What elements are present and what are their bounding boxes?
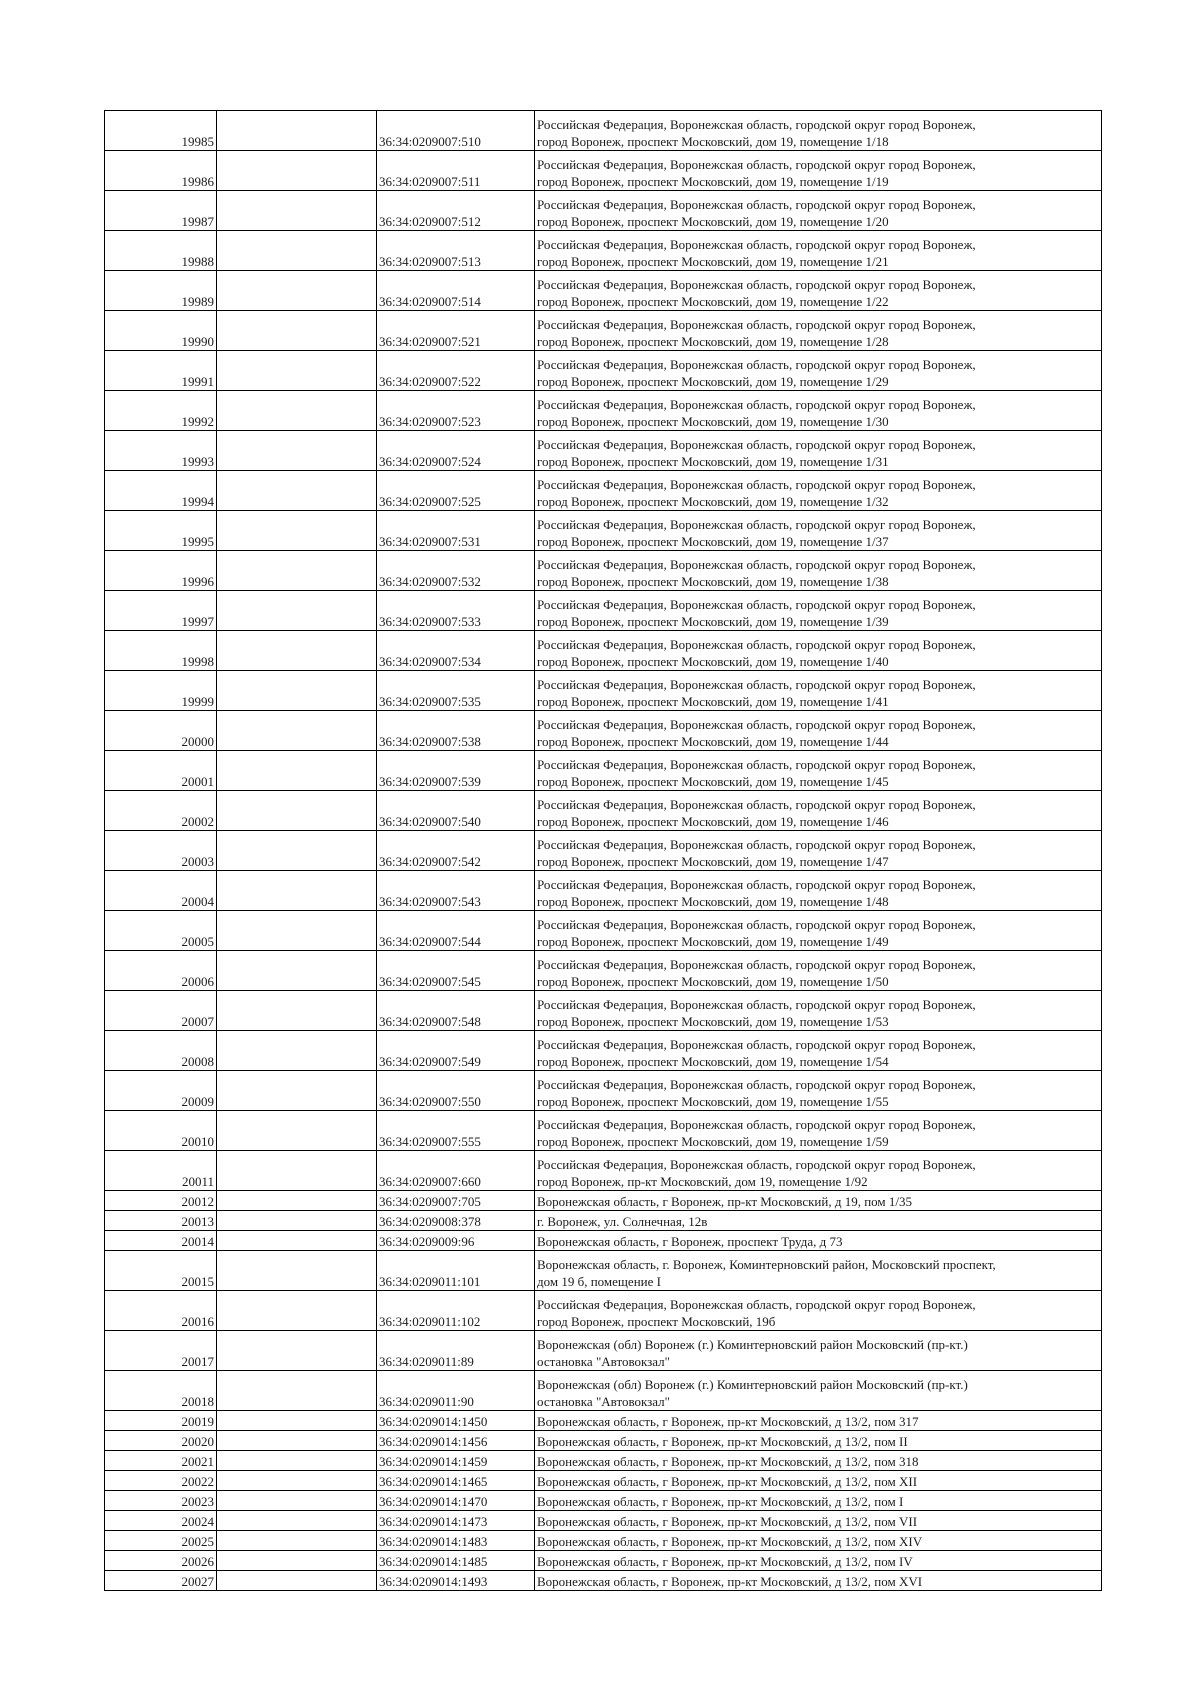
cadastral-number: 36:34:0209007:512 — [377, 191, 535, 231]
cadastral-number: 36:34:0209011:89 — [377, 1331, 535, 1371]
table-row — [105, 471, 1102, 511]
address-line: Российская Федерация, Воронежская область, городской округ город Воронеж, — [537, 1037, 976, 1052]
address-line: Российская Федерация, Воронежская область, городской округ город Воронеж, — [537, 517, 976, 532]
cadastral-number: 36:34:0209007:539 — [377, 751, 535, 791]
table-row — [105, 1411, 1102, 1431]
cadastral-number: 36:34:0209007:549 — [377, 1031, 535, 1071]
empty-cell — [217, 271, 377, 311]
address-cell — [535, 111, 1102, 151]
address-line: Российская Федерация, Воронежская область, городской округ город Воронеж, — [537, 717, 976, 732]
address-line: город Воронеж, проспект Московский, дом 19, помещение 1/38 — [537, 574, 889, 589]
empty-cell — [217, 591, 377, 631]
row-number: 19986 — [105, 151, 217, 191]
address-line: город Воронеж, проспект Московский, дом 19, помещение 1/55 — [537, 1094, 889, 1109]
cadastral-number: 36:34:0209007:511 — [377, 151, 535, 191]
cadastral-number: 36:34:0209011:101 — [377, 1251, 535, 1291]
row-number: 19994 — [105, 471, 217, 511]
address-line: Российская Федерация, Воронежская область, городской округ город Воронеж, — [537, 1077, 976, 1092]
row-number: 20009 — [105, 1071, 217, 1111]
row-number: 20008 — [105, 1031, 217, 1071]
address-line: Российская Федерация, Воронежская область, городской округ город Воронеж, — [537, 837, 976, 852]
table-row — [105, 1511, 1102, 1531]
address-line: город Воронеж, проспект Московский, дом 19, помещение 1/47 — [537, 854, 889, 869]
cadastral-number: 36:34:0209007:538 — [377, 711, 535, 751]
registry-table-body — [105, 111, 1102, 1591]
empty-cell — [217, 711, 377, 751]
row-number: 20005 — [105, 911, 217, 951]
address-line: Российская Федерация, Воронежская область, городской округ город Воронеж, — [537, 117, 976, 132]
table-row — [105, 191, 1102, 231]
row-number: 20025 — [105, 1531, 217, 1551]
address-cell — [535, 151, 1102, 191]
cadastral-number: 36:34:0209014:1473 — [377, 1511, 535, 1531]
address-line: Российская Федерация, Воронежская область, городской округ город Воронеж, — [537, 597, 976, 612]
address-cell — [535, 1111, 1102, 1151]
table-row — [105, 391, 1102, 431]
empty-cell — [217, 311, 377, 351]
address-cell — [535, 471, 1102, 511]
empty-cell — [217, 551, 377, 591]
address-cell — [535, 711, 1102, 751]
empty-cell — [217, 951, 377, 991]
address-line: Российская Федерация, Воронежская область, городской округ город Воронеж, — [537, 1157, 976, 1172]
table-row — [105, 1251, 1102, 1291]
cadastral-number: 36:34:0209014:1483 — [377, 1531, 535, 1551]
cadastral-number: 36:34:0209007:522 — [377, 351, 535, 391]
empty-cell — [217, 1191, 377, 1211]
cadastral-number: 36:34:0209011:90 — [377, 1371, 535, 1411]
address-line: город Воронеж, проспект Московский, дом 19, помещение 1/18 — [537, 134, 889, 149]
row-number: 19997 — [105, 591, 217, 631]
address-line: Российская Федерация, Воронежская область, городской округ город Воронеж, — [537, 397, 976, 412]
cadastral-number: 36:34:0209007:525 — [377, 471, 535, 511]
row-number: 20016 — [105, 1291, 217, 1331]
row-number: 20007 — [105, 991, 217, 1031]
cadastral-number: 36:34:0209007:705 — [377, 1191, 535, 1211]
row-number: 19998 — [105, 631, 217, 671]
cadastral-number: 36:34:0209007:534 — [377, 631, 535, 671]
empty-cell — [217, 1571, 377, 1591]
empty-cell — [217, 791, 377, 831]
address-line: город Воронеж, проспект Московский, дом 19, помещение 1/53 — [537, 1014, 889, 1029]
table-row — [105, 711, 1102, 751]
address-line: город Воронеж, проспект Московский, дом 19, помещение 1/41 — [537, 694, 889, 709]
address-line: Воронежская (обл) Воронеж (г.) Коминтерновский район Московский (пр-кт.) — [537, 1337, 968, 1352]
address-line: город Воронеж, проспект Московский, дом 19, помещение 1/29 — [537, 374, 889, 389]
empty-cell — [217, 911, 377, 951]
address-cell — [535, 1491, 1102, 1511]
address-line: Воронежская область, г Воронеж, пр-кт Московский, д 13/2, пом IV — [537, 1554, 913, 1569]
row-number: 20023 — [105, 1491, 217, 1511]
table-row — [105, 1331, 1102, 1371]
address-line: остановка "Автовокзал" — [537, 1354, 670, 1369]
address-cell — [535, 1191, 1102, 1211]
address-line: Воронежская область, г Воронеж, проспект Труда, д 73 — [537, 1234, 843, 1249]
row-number: 20017 — [105, 1331, 217, 1371]
row-number: 19995 — [105, 511, 217, 551]
address-line: город Воронеж, проспект Московский, дом 19, помещение 1/59 — [537, 1134, 889, 1149]
cadastral-number: 36:34:0209007:531 — [377, 511, 535, 551]
address-line: Российская Федерация, Воронежская область, городской округ город Воронеж, — [537, 197, 976, 212]
empty-cell — [217, 1371, 377, 1411]
row-number: 20018 — [105, 1371, 217, 1411]
row-number: 20014 — [105, 1231, 217, 1251]
table-row — [105, 1471, 1102, 1491]
address-cell — [535, 431, 1102, 471]
address-line: Российская Федерация, Воронежская область, городской округ город Воронеж, — [537, 957, 976, 972]
table-row — [105, 1231, 1102, 1251]
address-cell — [535, 271, 1102, 311]
address-line: город Воронеж, проспект Московский, дом 19, помещение 1/54 — [537, 1054, 889, 1069]
address-line: Российская Федерация, Воронежская область, городской округ город Воронеж, — [537, 357, 976, 372]
cadastral-number: 36:34:0209007:542 — [377, 831, 535, 871]
address-line: Воронежская область, г Воронеж, пр-кт Московский, д 13/2, пом XIV — [537, 1534, 923, 1549]
address-line: город Воронеж, проспект Московский, 19б — [537, 1314, 776, 1329]
cadastral-number: 36:34:0209007:544 — [377, 911, 535, 951]
empty-cell — [217, 671, 377, 711]
cadastral-number: 36:34:0209007:532 — [377, 551, 535, 591]
address-cell — [535, 1511, 1102, 1531]
address-line: Российская Федерация, Воронежская область, городской округ город Воронеж, — [537, 237, 976, 252]
address-cell — [535, 231, 1102, 271]
table-row — [105, 1571, 1102, 1591]
table-row — [105, 1111, 1102, 1151]
row-number: 19992 — [105, 391, 217, 431]
address-line: город Воронеж, проспект Московский, дом 19, помещение 1/49 — [537, 934, 889, 949]
row-number: 20010 — [105, 1111, 217, 1151]
table-row — [105, 1071, 1102, 1111]
address-line: город Воронеж, проспект Московский, дом 19, помещение 1/45 — [537, 774, 889, 789]
address-line: город Воронеж, проспект Московский, дом 19, помещение 1/19 — [537, 174, 889, 189]
table-row — [105, 1151, 1102, 1191]
empty-cell — [217, 1331, 377, 1371]
empty-cell — [217, 1151, 377, 1191]
table-row — [105, 1531, 1102, 1551]
row-number: 19987 — [105, 191, 217, 231]
empty-cell — [217, 991, 377, 1031]
empty-cell — [217, 1291, 377, 1331]
empty-cell — [217, 111, 377, 151]
empty-cell — [217, 1251, 377, 1291]
row-number: 20011 — [105, 1151, 217, 1191]
table-row — [105, 311, 1102, 351]
address-cell — [535, 511, 1102, 551]
address-line: Воронежская область, г Воронеж, пр-кт Московский, д 13/2, пом I — [537, 1494, 904, 1509]
address-line: Российская Федерация, Воронежская область, городской округ город Воронеж, — [537, 997, 976, 1012]
address-line: г. Воронеж, ул. Солнечная, 12в — [537, 1214, 708, 1229]
table-row — [105, 671, 1102, 711]
empty-cell — [217, 511, 377, 551]
address-cell — [535, 311, 1102, 351]
address-line: город Воронеж, проспект Московский, дом 19, помещение 1/48 — [537, 894, 889, 909]
address-cell — [535, 1331, 1102, 1371]
empty-cell — [217, 871, 377, 911]
address-cell — [535, 1371, 1102, 1411]
address-line: город Воронеж, пр-кт Московский, дом 19, помещение 1/92 — [537, 1174, 868, 1189]
table-row — [105, 1191, 1102, 1211]
address-cell — [535, 631, 1102, 671]
address-line: город Воронеж, проспект Московский, дом 19, помещение 1/21 — [537, 254, 889, 269]
address-cell — [535, 391, 1102, 431]
table-row — [105, 231, 1102, 271]
cadastral-number: 36:34:0209007:550 — [377, 1071, 535, 1111]
address-line: Российская Федерация, Воронежская область, городской округ город Воронеж, — [537, 917, 976, 932]
address-line: Воронежская область, г Воронеж, пр-кт Московский, д 13/2, пом 317 — [537, 1414, 919, 1429]
cadastral-number: 36:34:0209007:533 — [377, 591, 535, 631]
table-row — [105, 911, 1102, 951]
address-cell — [535, 791, 1102, 831]
empty-cell — [217, 431, 377, 471]
cadastral-number: 36:34:0209011:102 — [377, 1291, 535, 1331]
table-row — [105, 551, 1102, 591]
address-cell — [535, 1211, 1102, 1231]
address-cell — [535, 951, 1102, 991]
address-cell — [535, 591, 1102, 631]
row-number: 19985 — [105, 111, 217, 151]
empty-cell — [217, 1451, 377, 1471]
empty-cell — [217, 751, 377, 791]
cadastral-number: 36:34:0209007:510 — [377, 111, 535, 151]
cadastral-number: 36:34:0209007:521 — [377, 311, 535, 351]
table-row — [105, 111, 1102, 151]
address-cell — [535, 1031, 1102, 1071]
address-cell — [535, 1431, 1102, 1451]
table-row — [105, 1431, 1102, 1451]
address-line: Российская Федерация, Воронежская область, городской округ город Воронеж, — [537, 557, 976, 572]
empty-cell — [217, 1071, 377, 1111]
table-row — [105, 351, 1102, 391]
address-line: город Воронеж, проспект Московский, дом 19, помещение 1/44 — [537, 734, 889, 749]
cadastral-number: 36:34:0209014:1459 — [377, 1451, 535, 1471]
row-number: 20021 — [105, 1451, 217, 1471]
cadastral-number: 36:34:0209007:545 — [377, 951, 535, 991]
row-number: 20006 — [105, 951, 217, 991]
address-cell — [535, 1471, 1102, 1491]
row-number: 20001 — [105, 751, 217, 791]
empty-cell — [217, 1551, 377, 1571]
address-line: Воронежская область, г. Воронеж, Коминтерновский район, Московский проспект, — [537, 1257, 996, 1272]
address-cell — [535, 1551, 1102, 1571]
address-cell — [535, 1291, 1102, 1331]
row-number: 19999 — [105, 671, 217, 711]
address-cell — [535, 1071, 1102, 1111]
address-line: город Воронеж, проспект Московский, дом 19, помещение 1/37 — [537, 534, 889, 549]
address-cell — [535, 751, 1102, 791]
row-number: 19990 — [105, 311, 217, 351]
table-row — [105, 1491, 1102, 1511]
row-number: 20027 — [105, 1571, 217, 1591]
cadastral-number: 36:34:0209007:540 — [377, 791, 535, 831]
table-row — [105, 1291, 1102, 1331]
address-line: Российская Федерация, Воронежская область, городской округ город Воронеж, — [537, 317, 976, 332]
address-line: Российская Федерация, Воронежская область, городской округ город Воронеж, — [537, 797, 976, 812]
cadastral-number: 36:34:0209014:1470 — [377, 1491, 535, 1511]
address-line: город Воронеж, проспект Московский, дом 19, помещение 1/22 — [537, 294, 889, 309]
empty-cell — [217, 1511, 377, 1531]
address-cell — [535, 911, 1102, 951]
table-row — [105, 951, 1102, 991]
empty-cell — [217, 471, 377, 511]
empty-cell — [217, 1231, 377, 1251]
address-line: город Воронеж, проспект Московский, дом 19, помещение 1/50 — [537, 974, 889, 989]
cadastral-number: 36:34:0209007:514 — [377, 271, 535, 311]
table-row — [105, 1371, 1102, 1411]
row-number: 20024 — [105, 1511, 217, 1531]
address-line: город Воронеж, проспект Московский, дом 19, помещение 1/31 — [537, 454, 889, 469]
table-row — [105, 1211, 1102, 1231]
address-cell — [535, 551, 1102, 591]
empty-cell — [217, 151, 377, 191]
cadastral-number: 36:34:0209008:378 — [377, 1211, 535, 1231]
cadastral-number: 36:34:0209014:1493 — [377, 1571, 535, 1591]
address-line: Воронежская область, г Воронеж, пр-кт Московский, д 13/2, пом II — [537, 1434, 908, 1449]
address-line: Воронежская область, г Воронеж, пр-кт Московский, д 13/2, пом XII — [537, 1474, 918, 1489]
address-line: Воронежская (обл) Воронеж (г.) Коминтерновский район Московский (пр-кт.) — [537, 1377, 968, 1392]
cadastral-number: 36:34:0209007:535 — [377, 671, 535, 711]
address-line: город Воронеж, проспект Московский, дом 19, помещение 1/30 — [537, 414, 889, 429]
table-row — [105, 431, 1102, 471]
address-line: Российская Федерация, Воронежская область, городской округ город Воронеж, — [537, 277, 976, 292]
row-number: 20012 — [105, 1191, 217, 1211]
table-row — [105, 591, 1102, 631]
empty-cell — [217, 1531, 377, 1551]
cadastral-number: 36:34:0209007:660 — [377, 1151, 535, 1191]
registry-table — [104, 110, 1102, 1591]
address-cell — [535, 871, 1102, 911]
row-number: 19988 — [105, 231, 217, 271]
address-cell — [535, 831, 1102, 871]
table-row — [105, 1031, 1102, 1071]
empty-cell — [217, 1031, 377, 1071]
table-row — [105, 511, 1102, 551]
empty-cell — [217, 1111, 377, 1151]
table-row — [105, 151, 1102, 191]
cadastral-number: 36:34:0209007:513 — [377, 231, 535, 271]
address-line: город Воронеж, проспект Московский, дом 19, помещение 1/46 — [537, 814, 889, 829]
address-cell — [535, 1411, 1102, 1431]
address-line: Российская Федерация, Воронежская область, городской округ город Воронеж, — [537, 157, 976, 172]
empty-cell — [217, 1471, 377, 1491]
address-line: дом 19 б, помещение I — [537, 1274, 661, 1289]
address-line: Воронежская область, г Воронеж, пр-кт Московский, д 13/2, пом VII — [537, 1514, 918, 1529]
address-line: Российская Федерация, Воронежская область, городской округ город Воронеж, — [537, 877, 976, 892]
row-number: 20002 — [105, 791, 217, 831]
table-row — [105, 1551, 1102, 1571]
address-cell — [535, 1571, 1102, 1591]
address-line: Воронежская область, г Воронеж, пр-кт Московский, д 13/2, пом 318 — [537, 1454, 919, 1469]
row-number: 19989 — [105, 271, 217, 311]
address-cell — [535, 991, 1102, 1031]
row-number: 20013 — [105, 1211, 217, 1231]
cadastral-number: 36:34:0209007:543 — [377, 871, 535, 911]
address-cell — [535, 1151, 1102, 1191]
row-number: 19996 — [105, 551, 217, 591]
address-cell — [535, 1531, 1102, 1551]
row-number: 20004 — [105, 871, 217, 911]
row-number: 20015 — [105, 1251, 217, 1291]
empty-cell — [217, 1431, 377, 1451]
table-row — [105, 831, 1102, 871]
row-number: 20003 — [105, 831, 217, 871]
cadastral-number: 36:34:0209007:548 — [377, 991, 535, 1031]
cadastral-number: 36:34:0209007:523 — [377, 391, 535, 431]
address-line: Воронежская область, г Воронеж, пр-кт Московский, д 13/2, пом XVI — [537, 1574, 923, 1589]
empty-cell — [217, 631, 377, 671]
address-line: Российская Федерация, Воронежская область, городской округ город Воронеж, — [537, 477, 976, 492]
cadastral-number: 36:34:0209014:1450 — [377, 1411, 535, 1431]
address-line: Российская Федерация, Воронежская область, городской округ город Воронеж, — [537, 437, 976, 452]
address-cell — [535, 1251, 1102, 1291]
row-number: 19991 — [105, 351, 217, 391]
empty-cell — [217, 1211, 377, 1231]
table-row — [105, 791, 1102, 831]
empty-cell — [217, 391, 377, 431]
address-line: город Воронеж, проспект Московский, дом 19, помещение 1/32 — [537, 494, 889, 509]
address-line: остановка "Автовокзал" — [537, 1394, 670, 1409]
row-number: 20000 — [105, 711, 217, 751]
empty-cell — [217, 1491, 377, 1511]
address-cell — [535, 351, 1102, 391]
address-line: город Воронеж, проспект Московский, дом 19, помещение 1/39 — [537, 614, 889, 629]
cadastral-number: 36:34:0209014:1485 — [377, 1551, 535, 1571]
cadastral-number: 36:34:0209014:1465 — [377, 1471, 535, 1491]
address-line: Воронежская область, г Воронеж, пр-кт Московский, д 19, пом 1/35 — [537, 1194, 912, 1209]
cadastral-number: 36:34:0209007:524 — [377, 431, 535, 471]
row-number: 20020 — [105, 1431, 217, 1451]
row-number: 19993 — [105, 431, 217, 471]
table-row — [105, 751, 1102, 791]
address-line: город Воронеж, проспект Московский, дом 19, помещение 1/28 — [537, 334, 889, 349]
empty-cell — [217, 231, 377, 271]
cadastral-number: 36:34:0209009:96 — [377, 1231, 535, 1251]
empty-cell — [217, 191, 377, 231]
row-number: 20019 — [105, 1411, 217, 1431]
cadastral-number: 36:34:0209007:555 — [377, 1111, 535, 1151]
table-row — [105, 271, 1102, 311]
address-line: Российская Федерация, Воронежская область, городской округ город Воронеж, — [537, 757, 976, 772]
empty-cell — [217, 1411, 377, 1431]
row-number: 20026 — [105, 1551, 217, 1571]
row-number: 20022 — [105, 1471, 217, 1491]
address-line: Российская Федерация, Воронежская область, городской округ город Воронеж, — [537, 677, 976, 692]
empty-cell — [217, 351, 377, 391]
address-line: Российская Федерация, Воронежская область, городской округ город Воронеж, — [537, 1117, 976, 1132]
address-line: Российская Федерация, Воронежская область, городской округ город Воронеж, — [537, 1297, 976, 1312]
table-row — [105, 1451, 1102, 1471]
empty-cell — [217, 831, 377, 871]
table-row — [105, 991, 1102, 1031]
address-cell — [535, 191, 1102, 231]
address-line: город Воронеж, проспект Московский, дом 19, помещение 1/40 — [537, 654, 889, 669]
table-row — [105, 631, 1102, 671]
cadastral-number: 36:34:0209014:1456 — [377, 1431, 535, 1451]
address-cell — [535, 1451, 1102, 1471]
address-cell — [535, 671, 1102, 711]
address-cell — [535, 1231, 1102, 1251]
address-line: город Воронеж, проспект Московский, дом 19, помещение 1/20 — [537, 214, 889, 229]
table-row — [105, 871, 1102, 911]
address-line: Российская Федерация, Воронежская область, городской округ город Воронеж, — [537, 637, 976, 652]
